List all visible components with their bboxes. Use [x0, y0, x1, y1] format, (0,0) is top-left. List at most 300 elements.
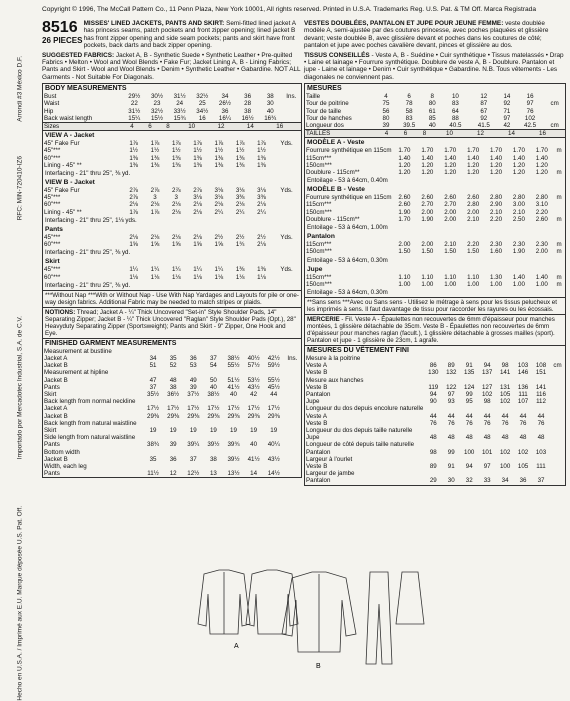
cell-value: 1½	[171, 147, 181, 155]
unit-label	[282, 108, 301, 115]
table-row	[305, 384, 565, 391]
cell-value: 1.50	[421, 248, 434, 256]
cell-value	[460, 456, 478, 463]
cell-value: 1.40	[467, 154, 480, 162]
table-row	[305, 377, 565, 384]
table-row	[305, 369, 565, 376]
cell-value: 116	[536, 390, 546, 398]
unit-label	[550, 456, 565, 463]
cell-value: 1⅞	[129, 208, 138, 216]
cell-value: 136	[517, 383, 529, 391]
row-label: Taille	[306, 93, 321, 101]
cell-value	[424, 456, 442, 463]
cell-value: 40	[250, 441, 258, 449]
cell-value: 1.40	[535, 273, 548, 281]
cell-value: 61	[428, 107, 436, 115]
table-row	[43, 187, 301, 194]
table-row	[305, 162, 565, 169]
cell-value: 43½	[267, 455, 280, 463]
cell-value: 17½	[167, 405, 180, 413]
row-label: 60"***	[44, 201, 61, 209]
cell-value: 4	[384, 93, 388, 101]
cell-value: 1⅜	[193, 161, 202, 169]
table-row	[305, 477, 565, 484]
row-label: 45"***	[44, 194, 61, 202]
row-label: Veste A	[306, 412, 327, 420]
cell-value: 2⅛	[257, 241, 266, 249]
cell-value	[442, 456, 460, 463]
cell-value: 49	[189, 376, 197, 384]
cell-value: 2.10	[467, 215, 480, 223]
cell-value	[223, 398, 243, 405]
cell-value: 122	[446, 383, 457, 391]
cell-value: 1⅜	[235, 154, 245, 162]
cell-value	[223, 348, 243, 355]
row-label: Longueur du dos depuis taille naturelle	[306, 426, 413, 434]
cell-value: 39½	[207, 441, 220, 449]
side-text-rfc: RFC: MIN-720410-IZ6	[16, 156, 24, 221]
jacket-a-sketch	[198, 570, 298, 634]
cell-value: 1⅞	[171, 140, 181, 148]
cell-value: 12	[217, 123, 225, 131]
row-label: Jacket B	[44, 376, 68, 384]
cell-value	[244, 463, 264, 470]
cell-value: 2.30	[489, 241, 503, 249]
cell-value: 2.10	[489, 208, 503, 216]
cell-value: 51	[149, 362, 157, 370]
row-label: Bust	[44, 93, 57, 101]
cell-value: 14	[503, 93, 511, 101]
cell-value	[163, 434, 183, 441]
cell-value: 2⅛	[150, 233, 160, 241]
cell-value: 100	[499, 462, 511, 470]
row-label: Jacket B	[44, 412, 68, 420]
side-text-made: Hecho en U.S.A. / Imprimé aux E.U. Marque déposée U.S. Pat. Off.	[16, 506, 24, 701]
cell-value: 8	[166, 123, 170, 131]
cell-value: 50	[209, 376, 217, 384]
table-row	[43, 377, 301, 384]
cell-value: 2⅞	[129, 187, 138, 195]
cell-value: 94	[465, 462, 473, 470]
cell-value: 2⅛	[257, 201, 266, 209]
cell-value: 2⅛	[129, 201, 138, 209]
cell-value	[183, 420, 203, 427]
cell-value: 1⅜	[129, 161, 138, 169]
table-row	[305, 427, 565, 434]
unit-label	[272, 162, 301, 169]
table-row	[43, 234, 301, 241]
cell-value: 2⅞	[150, 187, 160, 195]
pants-table	[43, 234, 301, 248]
modele-b-table	[305, 194, 565, 223]
cell-value: 2.10	[512, 208, 525, 216]
cell-value: 124	[464, 383, 475, 391]
cell-value: 76	[483, 419, 491, 427]
cell-value: 22	[130, 100, 138, 108]
row-label: Back length from natural waistline	[44, 419, 137, 427]
row-label: Measurement at hipline	[44, 369, 109, 377]
table-row	[305, 122, 565, 129]
cell-value: 2.60	[398, 201, 411, 209]
unit-label	[544, 93, 565, 100]
side-legal-text	[14, 46, 26, 701]
unit-label	[284, 420, 301, 427]
cell-value	[424, 470, 442, 477]
table-row	[305, 108, 565, 115]
cell-value: 43½	[247, 383, 260, 391]
cell-value: 1.40	[444, 154, 457, 162]
cell-value: 1⅝	[193, 241, 202, 249]
view-b-title: VIEW B - Jacket	[45, 179, 95, 187]
cell-value: 44	[537, 412, 545, 420]
cell-value: 1.00	[398, 280, 411, 288]
cell-value	[514, 427, 532, 434]
modele-b-entoilage: Entoilage - 53 à 64cm, 1.00m	[307, 224, 388, 232]
cell-value: 3	[174, 194, 178, 202]
cell-value: 31½	[173, 93, 186, 101]
fini-table	[305, 355, 565, 485]
unit-label: m	[556, 194, 562, 202]
cell-value: 52	[169, 362, 177, 370]
cell-value	[244, 348, 264, 355]
cell-value: 19	[230, 426, 237, 434]
table-row	[305, 147, 565, 154]
cell-value: 1⅛	[235, 273, 245, 281]
row-label: Largeur de jambe	[306, 470, 355, 478]
cell-value: 1.20	[467, 169, 480, 177]
cell-value: 1¼	[171, 266, 181, 274]
cell-value: 23	[153, 100, 161, 108]
unit-label: m	[556, 241, 562, 249]
fabrics-fr: TISSUS CONSEILLÉS - Veste A, B - Suédine • Cuir synthétique • Tissus matelassés • Drap • Laine et lainage • Fourrure synthétique. Doublure de veste A, B - Doublure. Pantalon et jupe - Laine et lainage • Denim • Cuir synthétique • Gabardine. N.B. Tous vêtements - Les diagonales ne conviennent pas.	[304, 51, 564, 81]
cell-value: 2⅛	[214, 201, 224, 209]
cell-value: 1⅜	[193, 154, 202, 162]
cell-value: 1.00	[512, 280, 525, 288]
cell-value: 1.70	[421, 147, 434, 155]
cell-value: 1.70	[535, 147, 548, 155]
cell-value: 10	[451, 93, 459, 101]
cell-value: 1⅞	[150, 208, 160, 216]
cell-value: 30½	[150, 93, 163, 101]
cell-value: 14	[246, 123, 254, 131]
cell-value: 36	[244, 93, 252, 101]
cell-value: 1⅜	[235, 266, 245, 274]
cell-value: 91	[447, 462, 455, 470]
row-label: TAILLES	[306, 130, 331, 138]
row-label: Jacket A	[44, 354, 68, 362]
table-row	[43, 115, 301, 122]
cell-value	[442, 377, 460, 384]
unit-label	[550, 449, 565, 456]
row-label: 45" Fake Fur	[44, 187, 80, 195]
cell-value: 90	[429, 398, 437, 406]
cell-value: 16½	[241, 114, 254, 122]
cell-value: 1⅜	[257, 154, 266, 162]
row-label: Measurement at bustline	[44, 347, 112, 355]
cell-value	[496, 470, 514, 477]
table-row	[43, 434, 301, 441]
cell-value	[223, 434, 243, 441]
yardage-table-fr	[304, 83, 566, 485]
cell-value: 35	[169, 354, 177, 362]
cell-value	[514, 405, 532, 412]
cell-value: 4	[130, 123, 134, 131]
unit-label	[558, 130, 565, 138]
cell-value	[143, 369, 163, 376]
cell-value: 17½	[267, 405, 280, 413]
cell-value: 44	[447, 412, 455, 420]
cell-value	[264, 434, 284, 441]
cell-value: 38	[244, 107, 252, 115]
cell-value	[496, 377, 514, 384]
cell-value: 2½	[257, 233, 266, 241]
cell-value: 1.30	[489, 273, 503, 281]
cell-value	[424, 427, 442, 434]
row-label: 150cm***	[306, 280, 332, 288]
cell-value: 54	[209, 362, 217, 370]
cell-value	[183, 348, 203, 355]
cell-value: 3.10	[535, 201, 548, 209]
unit-label	[284, 362, 301, 369]
cell-value	[478, 355, 496, 362]
cell-value: 2⅞	[193, 187, 202, 195]
table-row	[305, 470, 565, 477]
row-label: Jupe	[306, 434, 320, 442]
cell-value: 3⅜	[257, 194, 266, 202]
row-label: Veste B	[306, 383, 328, 391]
cell-value: 16	[539, 130, 546, 138]
cell-value: 101	[481, 448, 493, 456]
row-label: 150cm***	[306, 248, 332, 256]
table-row	[305, 201, 565, 208]
row-label: Waist	[44, 100, 60, 108]
cell-value: 48	[537, 434, 545, 442]
cell-value: 39¼	[187, 441, 200, 449]
unit-label	[553, 209, 565, 216]
cell-value: 3⅛	[214, 194, 224, 202]
cell-value: 2.70	[444, 201, 457, 209]
row-label: 45"***	[44, 147, 61, 155]
cell-value: 141	[499, 369, 511, 377]
cell-value: 53	[189, 362, 197, 370]
cell-value: 1⅜	[257, 161, 266, 169]
cell-value: 15½	[150, 114, 163, 122]
cell-value	[203, 348, 223, 355]
cell-value: 1.90	[398, 208, 411, 216]
cell-value: 57½	[247, 362, 260, 370]
row-label: 60"***	[44, 241, 61, 249]
cell-value: 38¾	[147, 441, 160, 449]
row-label: Sizes	[44, 123, 60, 131]
cell-value: 1.70	[467, 147, 480, 155]
body-measurements-table	[43, 93, 301, 122]
cell-value: 2.60	[398, 194, 411, 202]
unit-label	[544, 115, 565, 122]
cell-value: 2.70	[421, 201, 434, 209]
cell-value: 1.10	[398, 273, 411, 281]
body-measurements-title: BODY MEASUREMENTS	[45, 85, 127, 93]
cell-value: 1.70	[489, 147, 503, 155]
cell-value: 107	[517, 398, 529, 406]
row-label: 60"***	[44, 273, 61, 281]
table-row	[305, 441, 565, 448]
table-row	[305, 155, 565, 162]
cell-value: 1.50	[467, 248, 480, 256]
cell-value: 98	[501, 362, 509, 370]
cell-value: 103	[535, 448, 547, 456]
cell-value: 2⅞	[171, 187, 181, 195]
cell-value: 2.00	[444, 208, 457, 216]
cell-value: 2⅛	[171, 233, 181, 241]
cell-value: 2.80	[489, 194, 503, 202]
cell-value: 2¼	[235, 208, 245, 216]
cell-value: 1¼	[214, 266, 224, 274]
modele-a-entoilage: Entoilage - 53 à 64cm, 0.40m	[307, 177, 388, 185]
cell-value: 76	[537, 419, 545, 427]
pantalon-table	[305, 241, 565, 255]
cell-value: 58	[405, 107, 413, 115]
cell-value: 2.60	[535, 215, 548, 223]
cell-value: 2¼	[214, 208, 224, 216]
unit-label	[550, 413, 565, 420]
table-row	[305, 115, 565, 122]
cell-value	[143, 434, 163, 441]
cell-value: 119	[428, 383, 439, 391]
row-label: 115cm***	[306, 241, 332, 249]
cell-value: 1.00	[444, 280, 457, 288]
cell-value: 98	[429, 448, 437, 456]
cell-value: 33	[483, 477, 491, 485]
cell-value: 2¼	[257, 208, 266, 216]
cell-value	[478, 377, 496, 384]
table-row	[43, 463, 301, 470]
cell-value: 39¾	[227, 441, 240, 449]
row-label: Tour de taille	[306, 107, 342, 115]
cell-value	[163, 420, 183, 427]
cell-value	[244, 420, 264, 427]
cell-value: 75	[382, 100, 390, 108]
cell-value	[244, 449, 264, 456]
cell-value: 29⅜	[227, 412, 240, 420]
cell-value	[532, 405, 550, 412]
cell-value: 1⅛	[171, 273, 181, 281]
cell-value: 38	[266, 93, 274, 101]
view-a-title: VIEW A - Jacket	[45, 132, 95, 140]
table-row	[43, 123, 301, 131]
cell-value: 1½	[257, 147, 266, 155]
cell-value	[478, 470, 496, 477]
cell-value: 44	[519, 412, 527, 420]
pantalon-entoilage: Entoilage - 53 à 64cm, 0.30m	[307, 256, 388, 264]
cell-value	[203, 398, 223, 405]
cell-value	[442, 470, 460, 477]
cell-value: 36	[221, 107, 229, 115]
cell-value: 1.00	[489, 280, 503, 288]
unit-label: cm	[553, 362, 562, 370]
cell-value: 15¾	[173, 114, 186, 122]
cell-value	[163, 348, 183, 355]
row-label: Largeur à l'ourlet	[306, 455, 353, 463]
table-row	[305, 463, 565, 470]
row-label: Bottom width	[44, 448, 80, 456]
cell-value: 38½	[207, 390, 220, 398]
cell-value	[203, 420, 223, 427]
cell-value: 1.70	[398, 147, 411, 155]
table-row	[43, 201, 301, 208]
table-row	[305, 130, 565, 138]
cell-value: 2.80	[512, 194, 525, 202]
unit-label: cm	[550, 122, 559, 130]
cell-value	[183, 434, 203, 441]
cell-value	[460, 470, 478, 477]
cell-value: 1⅜	[150, 154, 160, 162]
table-row	[43, 241, 301, 248]
cell-value: 89	[429, 462, 437, 470]
cell-value: 29⅜	[267, 412, 280, 420]
cell-value: 2.00	[398, 241, 411, 249]
cell-value: 36	[169, 455, 177, 463]
cell-value: 2.80	[467, 201, 480, 209]
row-label: Lining - 45" **	[44, 208, 82, 216]
row-label: Pants	[44, 470, 60, 478]
cell-value	[460, 355, 478, 362]
cell-value: 102	[517, 448, 529, 456]
cell-value: 17½	[247, 405, 260, 413]
cell-value: 44	[465, 412, 473, 420]
cell-value	[264, 398, 284, 405]
cell-value: 1¼	[150, 266, 160, 274]
cell-value: 40	[428, 122, 436, 130]
cell-value: 1.50	[444, 248, 457, 256]
cell-value	[478, 456, 496, 463]
yardage-table-en	[42, 83, 302, 478]
row-label: Pants	[44, 441, 60, 449]
jupe-title: Jupe	[307, 265, 323, 273]
cell-value: 36½	[167, 390, 180, 398]
cell-value: 94	[483, 362, 491, 370]
cell-value: 93	[447, 398, 455, 406]
cell-value: 31½	[128, 107, 141, 115]
nap-note-en: ***Without Nap ***With or Without Nap - Use With Nap Yardages and Layouts for pile or one-way design fabrics. Additional Fabric may be needed to match stripes or plaids.	[43, 290, 301, 307]
table-row	[305, 413, 565, 420]
cell-value: 51½	[227, 376, 240, 384]
tailles-bar	[305, 129, 565, 138]
sketch-label-b: B	[316, 663, 321, 670]
cell-value: 111	[536, 462, 546, 470]
cell-value: 37	[149, 383, 157, 391]
cell-value: 1.40	[398, 154, 411, 162]
cell-value: 44	[501, 412, 509, 420]
cell-value: 19	[189, 426, 197, 434]
cell-value: 76	[465, 419, 473, 427]
cell-value: 1.50	[398, 248, 411, 256]
cell-value: 19	[209, 426, 217, 434]
cell-value: 14	[250, 470, 258, 478]
cell-value: 2.00	[421, 241, 434, 249]
cell-value: 39.5	[403, 122, 416, 130]
cell-value	[203, 369, 223, 376]
cell-value	[143, 348, 163, 355]
cell-value: 76	[501, 419, 509, 427]
unit-label	[550, 427, 565, 434]
cell-value: 67	[480, 107, 488, 115]
table-row	[305, 216, 565, 223]
cell-value: 1¾	[235, 241, 245, 249]
cell-value: 102	[524, 114, 536, 122]
cell-value: 3.00	[512, 201, 525, 209]
cell-value: 1⅝	[150, 241, 160, 249]
cell-value: 2.60	[444, 194, 457, 202]
